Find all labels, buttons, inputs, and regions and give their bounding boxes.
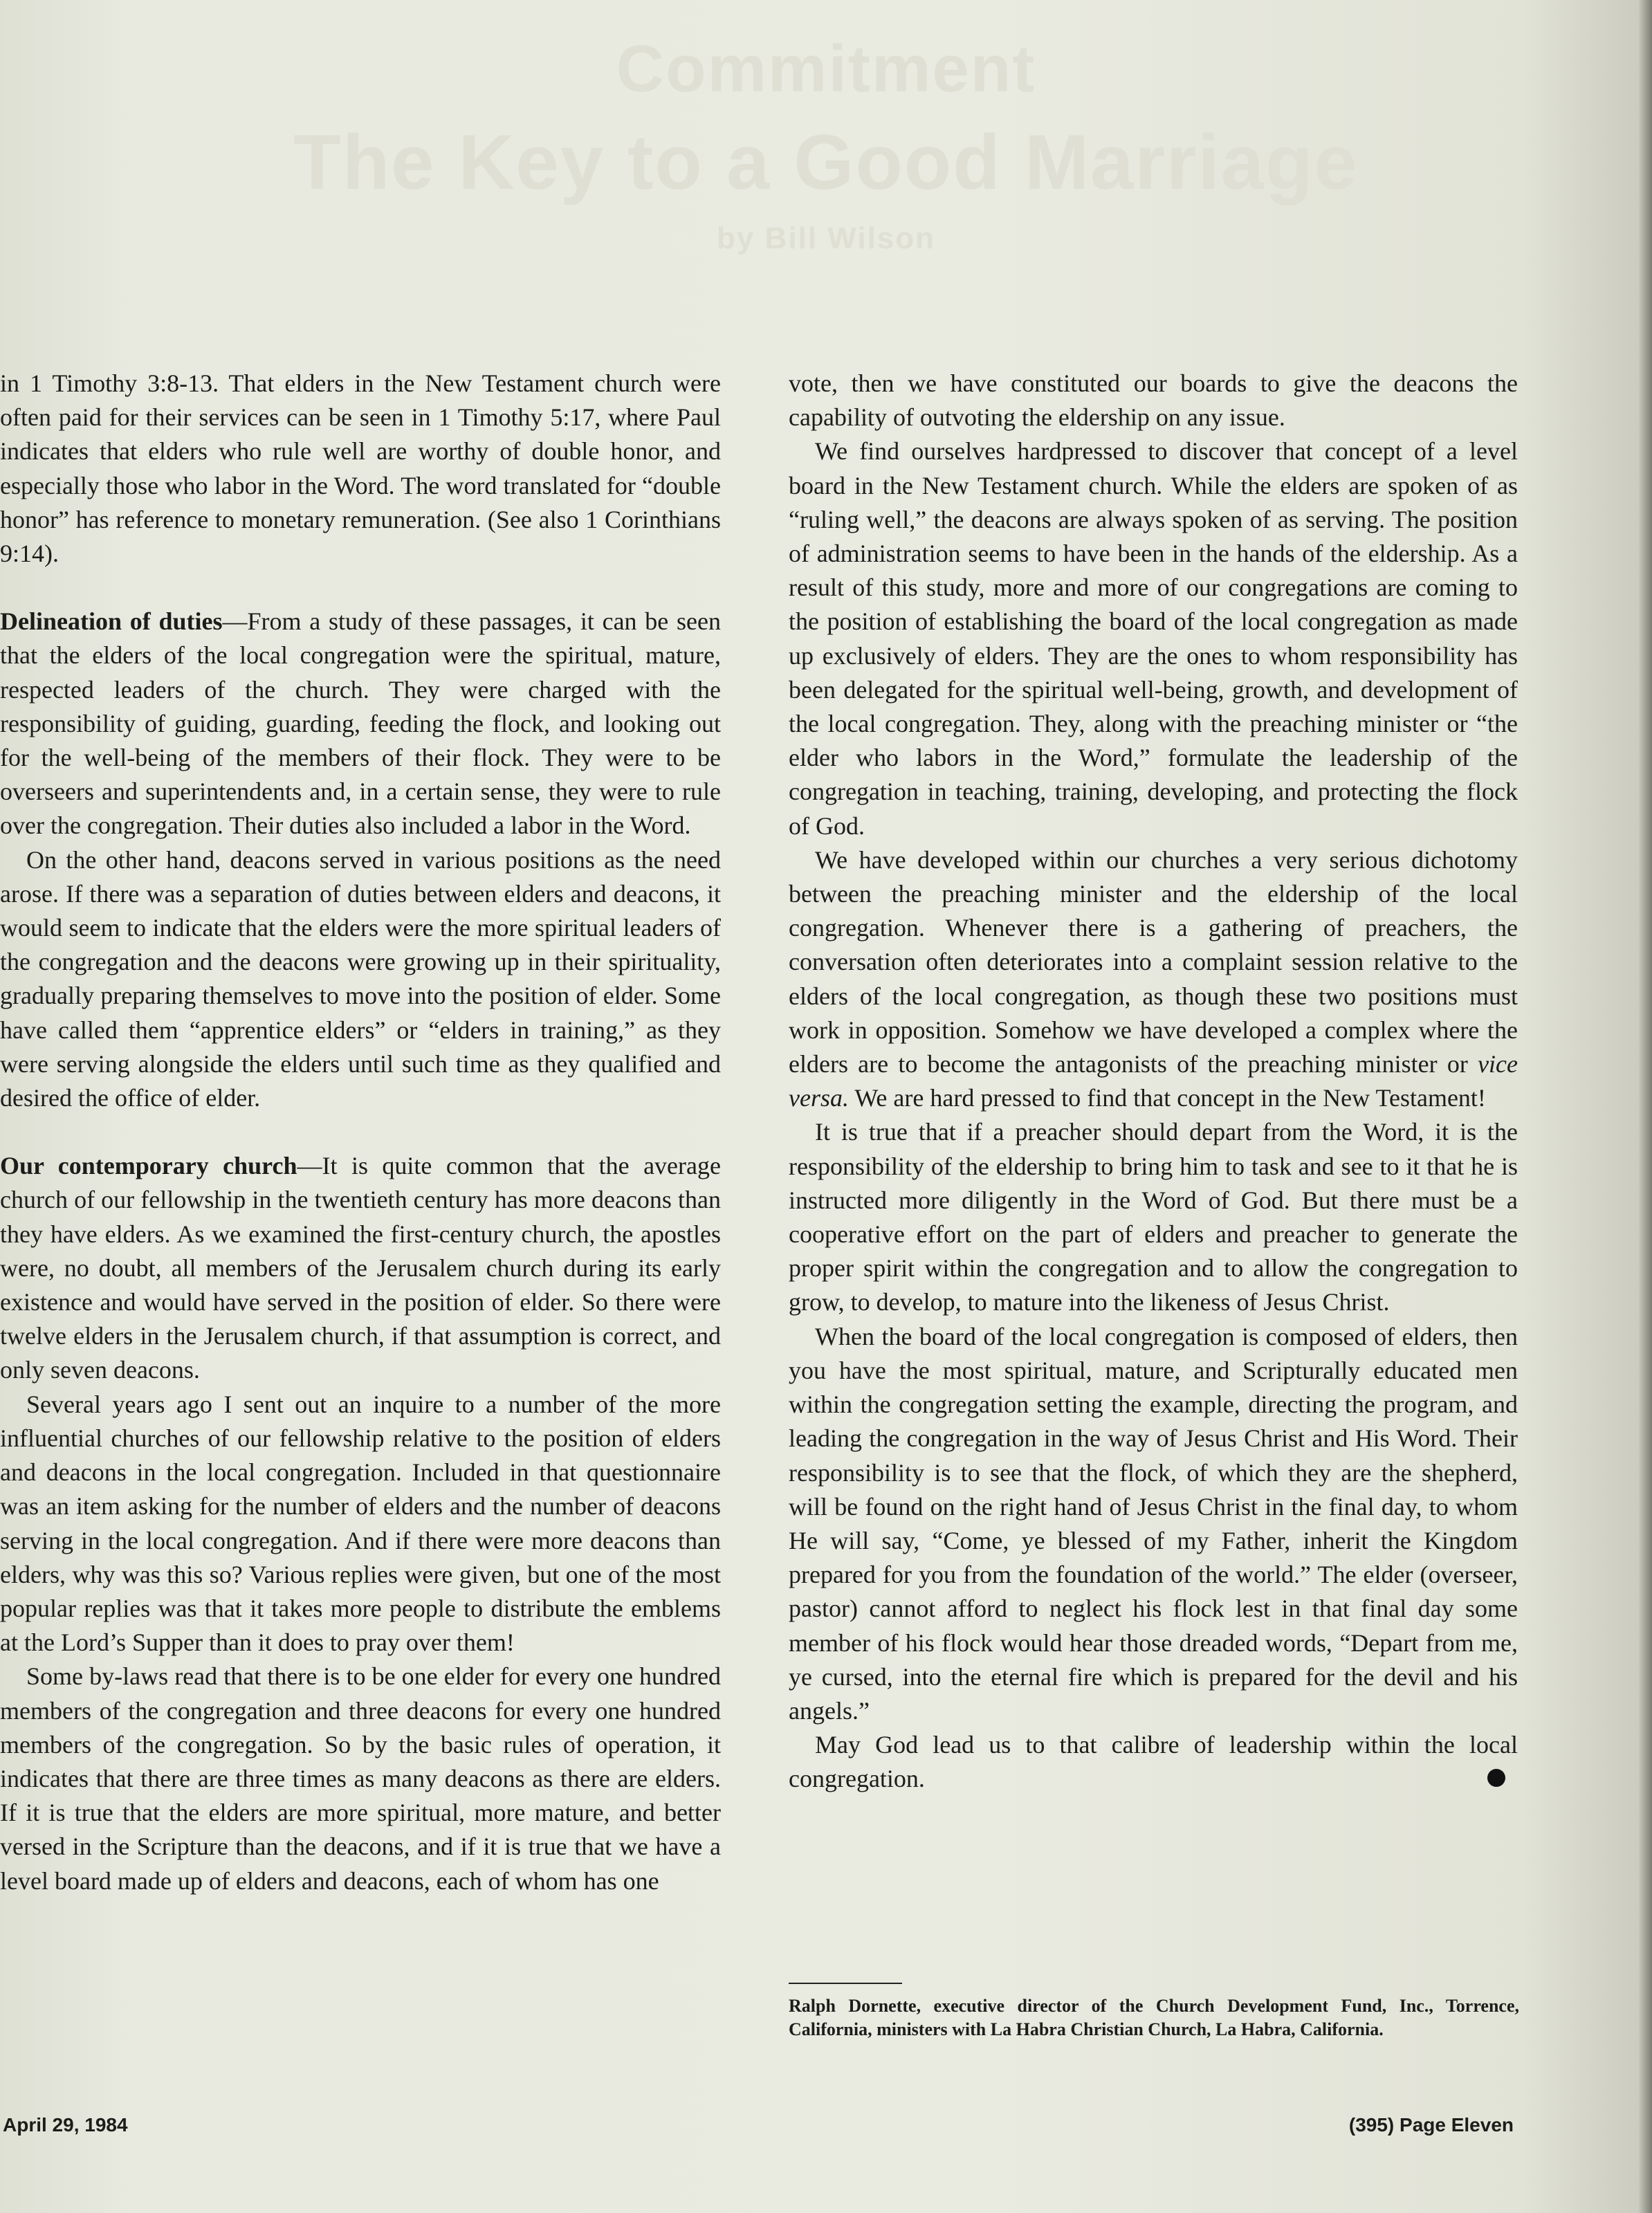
paragraph [0, 1149, 721, 1387]
paragraph-text: —From a study of these passages, it can be seen that the elders of the local congregation were the spiritual, mature, respected leaders of the church. They were charged with the responsibility of guiding, guarding, feeding the flock, and looking out for the well-being of the members of their flock. They were to be overseers and superintendents and, in a certain sense, they were to rule over the congregation. Their duties also included a labor in the Word. [0, 607, 721, 840]
section-heading-delineation: Delineation of duties [0, 607, 223, 636]
paragraph: vote, then we have constituted our boards to give the deacons the capability of outvoting the eldership on any issue. [789, 369, 1518, 432]
paragraph: Some by-laws read that there is to be one elder for every one hundred members of the congregation and three deacons for every one hundred members of the congregation. So by the basic rules of operation, it indicates that there are three times as many deacons as there are elders. If it is true that the elders are more spiritual, more mature, and better versed in the Scripture than the deacons, and if it is true that we have a level board made up of elders and deacons, each of whom has one [0, 1662, 721, 1895]
paragraph [789, 843, 1518, 1116]
right-column [789, 367, 1518, 1797]
paragraph-text: —It is quite common that the average church of our fellowship in the twentieth century has more deacons than they have elders. As we examined the first-century church, the apostles were, no doubt, all members of the Jerusalem church during its early existence and would have served in the position of elder. So there were twelve elders in the Jerusalem church, if that assumption is correct, and only seven deacons. [0, 1152, 721, 1384]
paragraph [0, 605, 721, 843]
paragraph: in 1 Timothy 3:8-13. That elders in the New Testament church were often paid for their services can be seen in 1 Timothy 5:17, where Paul indicates that elders who rule well are worthy of double honor, and especially those who labor in the Word. The word translated for “double honor” has reference to monetary remuneration. (See also 1 Corinthians 9:14). [0, 369, 721, 568]
paragraph-text: May God lead us to that calibre of leadership within the local congregation. [789, 1731, 1518, 1793]
paragraph [789, 1728, 1518, 1796]
paragraph: It is true that if a preacher should depart from the Word, it is the responsibility of the eldership to bring him to task and see to it that he is instructed more diligently in the Word of God. But there must be a cooperative effort on the part of elders and preacher to generate the proper spirit within the congregation and to allow the congregation to grow, to develop, to mature into the likeness of Jesus Christ. [789, 1118, 1518, 1316]
author-bio: Ralph Dornette, executive director of the Church Development Fund, Inc., Torrence, California, ministers with La Habra Christian Church, La Habra, California. [789, 1996, 1519, 2039]
left-column [0, 367, 721, 1898]
end-mark-bullet [1487, 1769, 1505, 1787]
paragraph: On the other hand, deacons served in various positions as the need arose. If there was a separation of duties between elders and deacons, it would seem to indicate that the elders were the more spiritual leaders of the congregation and the deacons were growing up in their spirituality, gradually preparing themselves to move into the position of elder. Some have called them “apprentice elders” or “elders in training,” as they were serving alongside the elders until such time as they qualified and desired the office of elder. [0, 845, 721, 1112]
italic-phrase: vice versa. [789, 1050, 1518, 1112]
paragraph-text: We are hard pressed to find that concept in the New Testament! [848, 1084, 1486, 1112]
paragraph: When the board of the local congregation is composed of elders, then you have the most spiritual, mature, and Scripturally educated men within the congregation setting the example, directing the program, and leading the congregation in the way of Jesus Christ and His Word. Their responsibility is to see that the flock, of which they are the shepherd, will be found on the right hand of Jesus Christ in the final day, to whom He will say, “Come, ye blessed of my Father, inherit the Kingdom prepared for you from the foundation of the world.” The elder (overseer, pastor) cannot afford to neglect his flock lest in that final day some member of his flock would hear those dreaded words, “Depart from me, ye cursed, into the eternal fire which is prepared for the devil and his angels.” [789, 1322, 1518, 1725]
issue-date: April 29, 1984 [3, 2114, 128, 2136]
paragraph: We find ourselves hardpressed to discover that concept of a level board in the New Testament church. While the elders are spoken of as “ruling well,” the deacons are always spoken of as serving. The position of administration seems to have been in the hands of the eldership. As a result of this study, more and more of our congregations are coming to the position of establishing the board of the local congregation as made up exclusively of elders. They are the ones to whom responsibility has been delegated for the spiritual well-being, growth, and development of the local congregation. They, along with the preaching minister or “the elder who labors in the Word,” formulate the leadership of the congregation in teaching, training, developing, and protecting the flock of God. [789, 437, 1518, 840]
show-through-heading: Commitment The Key to a Good Marriage by Bill Wilson [293, 32, 1359, 255]
paragraph: Several years ago I sent out an inquire to a number of the more influential churches of our fellowship relative to the position of elders and deacons in the local congregation. Included in that questionnaire was an item asking for the number of elders and the number of deacons serving in the local congregation. And if there were more deacons than elders, why was this so? Various replies were given, but one of the most popular replies was that it takes more people to distribute the emblems at the Lord’s Supper than it does to pray over them! [0, 1390, 721, 1657]
page-edge-shadow [1638, 0, 1652, 2213]
footnote-rule [789, 1983, 902, 1984]
paragraph-text: We have developed within our churches a very serious dichotomy between the preaching minister and the eldership of the local congregation. Whenever there is a gathering of preachers, the conversation often deteriorates into a complaint session relative to the elders of the local congregation, as though these two positions must work in opposition. Somehow we have developed a complex where the elders are to become the antagonists of the preaching minister or [789, 845, 1518, 1078]
page-number: (395) Page Eleven [1348, 2114, 1514, 2136]
section-heading-contemporary: Our contemporary church [0, 1152, 297, 1180]
